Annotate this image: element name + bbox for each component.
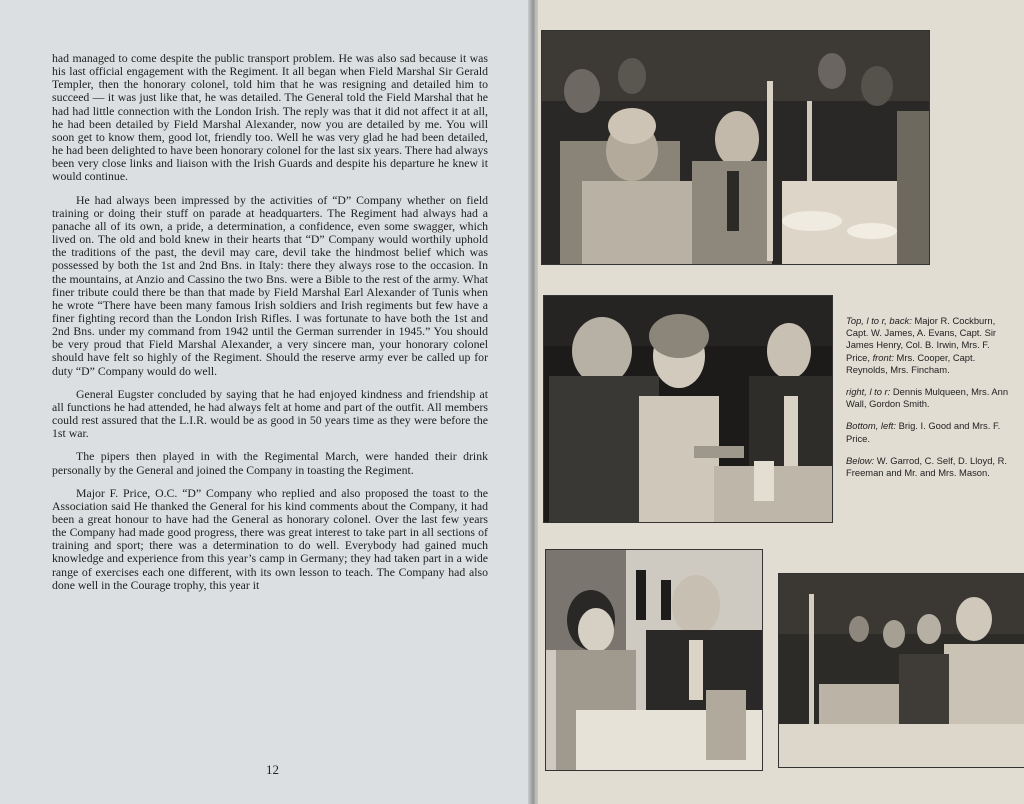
caption-top: Top, l to r, back: Major R. Cockburn, Capt. W. James, A. Evans, Capt. Sir James Henry, Col. B. Irwin, Mrs. F. Price, front: Mrs. Cooper, Capt. Reynolds, Mrs. Fincham. bbox=[846, 315, 997, 375]
caption-below: Below: W. Garrod, C. Self, D. Lloyd, R. Freeman and Mr. and Mrs. Mason. bbox=[846, 454, 1007, 479]
paragraph: The pipers then played in with the Regimental March, were handed their drink personally by the General and joined the Company in toasting the Regiment. bbox=[52, 449, 488, 477]
photo-bottom-left-guests bbox=[545, 549, 763, 771]
paragraph: Major F. Price, O.C. “D” Company who replied and also proposed the toast to the Association said He thanked the General for his kind comments about the Company, it had been a great honour to have had the General as honorary colonel. Over the last few years the Company had made good progress, there was great interest to take part in all sections of training and sport; there was a determination to do well. Everybody had gained much knowledge and experience from this year’s camp in Germany; they had taken part in a wide range of exercises each one different, with its own lesson to teach. The Company had also done well in the Courage trophy, this year it bbox=[52, 485, 488, 592]
caption-bottom-left: Bottom, left: Brig. I. Good and Mrs. F. Price. bbox=[846, 420, 1001, 444]
caption-right: right, l to r: Dennis Mulqueen, Mrs. Ann Wall, Gordon Smith. bbox=[846, 386, 1009, 410]
paragraph: General Eugster concluded by saying that he had enjoyed kindness and friendship at all functions he had attended, he had always felt at home and part of the outfit. All members could rest assured that the L.I.R. would be as good in 50 years time as they were before the 1st war. bbox=[52, 386, 488, 441]
photo-captions bbox=[846, 315, 1014, 489]
paragraph: He had always been impressed by the activities of “D” Company whether on field training or doing their stuff on parade at headquarters. The Regiment had always had a panache all of its own, a pride, a determination, a confidence, even some swagger, which lived on. The old and bold knew in their hearts that “D” Company would worthily uphold the traditions of the past, the devil may care, devil take the hindmost belief which was possessed by both the 1st and 2nd Bns. in Italy: there they always rose to the occasion. In the mountains, at Anzio and Cassino the two Bns. were a Bible to the rest of the army. What finer tribute could there be than that made by Field Marshal Earl Alexander of Tunis when he wrote “There have been many famous Irish soldiers and Irish regiments but few have a finer fighting record than the London Irish Rifles. I was fortunate to have both the 1st and 2nd Bns. under my command from 1942 until the German surrender in 1945.” You should be very proud that Field Marshal Alexander, a very sincere man, your honorary colonel should have felt so highly of the Regiment. Should the reserve army ever be called up for duty “D” Company would do well. bbox=[52, 192, 488, 378]
photo-bottom-right-table bbox=[778, 573, 1024, 768]
article-text bbox=[52, 52, 488, 602]
photo-top-dinner-table bbox=[541, 30, 930, 265]
photo-middle-three-guests bbox=[543, 295, 833, 523]
paragraph: had managed to come despite the public transport problem. He was also sad because it was his last official engagement with the Regiment. It all began when Field Marshal Sir Gerald Templer, then the honorary colonel, told him that he was resigning and detailed him to succeed — it was just like that, he was detailed. The General told the Field Marshal that he had had little connection with the London Irish. The reply was that it did not affect it at all, he had been detailed by Field Marshal Alexander, now you are detailed by me. You will soon get to know them, good lot, friendly too. Well he was very glad he had been detailed, he had been delighted to have been honorary colonel for the last six years. There had always been very close links and liaison with the Irish Guards and despite his departure he knew it would continue. bbox=[52, 51, 488, 184]
page-number: 12 bbox=[266, 762, 279, 777]
